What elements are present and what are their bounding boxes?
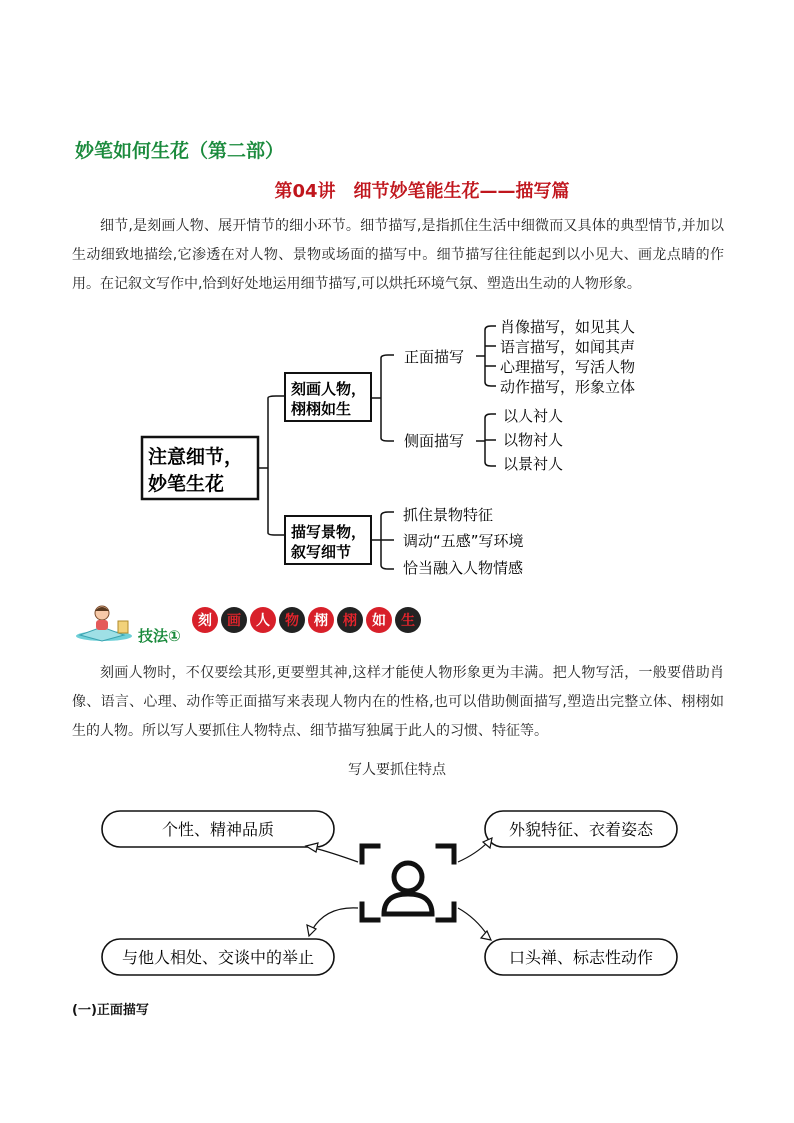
mindmap-branch1-line2: 栩栩如生 xyxy=(291,400,352,418)
mindmap-root-line1: 注意细节， xyxy=(148,446,244,468)
mindmap-sub1-item-3: 动作描写，形象立体 xyxy=(500,378,636,396)
person-icon xyxy=(362,846,454,920)
diagram-caption: 写人要抓住特点 xyxy=(348,762,446,778)
mindmap-sub2-label: 侧面描写 xyxy=(404,432,465,450)
pill-top-right: 外貌特征、衣着姿态 xyxy=(508,820,654,839)
pill-top-left: 个性、精神品质 xyxy=(161,820,275,839)
lecture-title: 第04讲 细节妙笔能生花——描写篇 xyxy=(274,181,570,202)
technique-label: 技法① xyxy=(138,627,181,645)
technique-char: 如 xyxy=(366,607,392,633)
intro-paragraph: 细节,是刻画人物、展开情节的细小环节。细节描写,是指抓住生活中细微而又具体的典型情节,并加以生动细致地描绘,它渗透在对人物、景物或场面的描写中。细节描写往往能起到以小见大、画龙点睛的作用。在记叙文写作中,恰到好处地运用细节描写,可以烘托环境气氛、塑造出生动的人物形象。 xyxy=(72,218,724,292)
mindmap xyxy=(0,310,794,590)
mindmap-sub1-item-1: 语言描写，如闻其声 xyxy=(500,338,636,356)
mindmap-branch2-item-2: 恰当融入人物情感 xyxy=(403,559,524,577)
pill-bottom-left: 与他人相处、交谈中的举止 xyxy=(121,948,315,967)
technique-char: 栩 xyxy=(337,607,363,633)
mindmap-sub1-item-2: 心理描写，写活人物 xyxy=(500,358,636,376)
mindmap-sub2-item-2: 以景衬人 xyxy=(503,455,564,473)
series-title: 妙笔如何生花（第二部） xyxy=(75,140,285,162)
mindmap-branch2-item-0: 抓住景物特征 xyxy=(403,506,494,524)
pill-bottom-right: 口头禅、标志性动作 xyxy=(508,948,654,967)
technique-char: 生 xyxy=(395,607,421,633)
technique-char: 画 xyxy=(221,607,247,633)
mindmap-sub2-item-0: 以人衬人 xyxy=(503,407,564,425)
mindmap-branch2-item-1: 调动“五感”写环境 xyxy=(403,532,524,550)
reading-child-icon xyxy=(74,603,136,643)
features-diagram xyxy=(0,790,794,990)
mindmap-branch1-line1: 刻画人物， xyxy=(291,380,367,398)
mindmap-sub2-item-1: 以物衬人 xyxy=(503,431,564,449)
mindmap-branch2-line2: 叙写细节 xyxy=(291,543,352,561)
technique-char: 刻 xyxy=(192,607,218,633)
mindmap-root-line2: 妙笔生花 xyxy=(148,473,225,495)
technique-char: 栩 xyxy=(308,607,334,633)
technique-char: 人 xyxy=(250,607,276,633)
mindmap-sub1-item-0: 肖像描写，如见其人 xyxy=(500,318,636,336)
technique-title xyxy=(192,607,421,633)
technique-char: 物 xyxy=(279,607,305,633)
technique-paragraph: 刻画人物时，不仅要绘其形,更要塑其神,这样才能使人物形象更为丰满。把人物写活，一般要借助肖像、语言、心理、动作等正面描写来表现人物内在的性格,也可以借助侧面描写,塑造出完整立体、栩栩如生的人物。所以写人要抓住人物特点、细节描写独属于此人的习惯、特征等。 xyxy=(72,665,724,739)
mindmap-branch2-line1: 描写景物， xyxy=(291,523,367,541)
mindmap-sub1-label: 正面描写 xyxy=(404,348,465,366)
section-heading: (一)正面描写 xyxy=(72,1003,149,1018)
